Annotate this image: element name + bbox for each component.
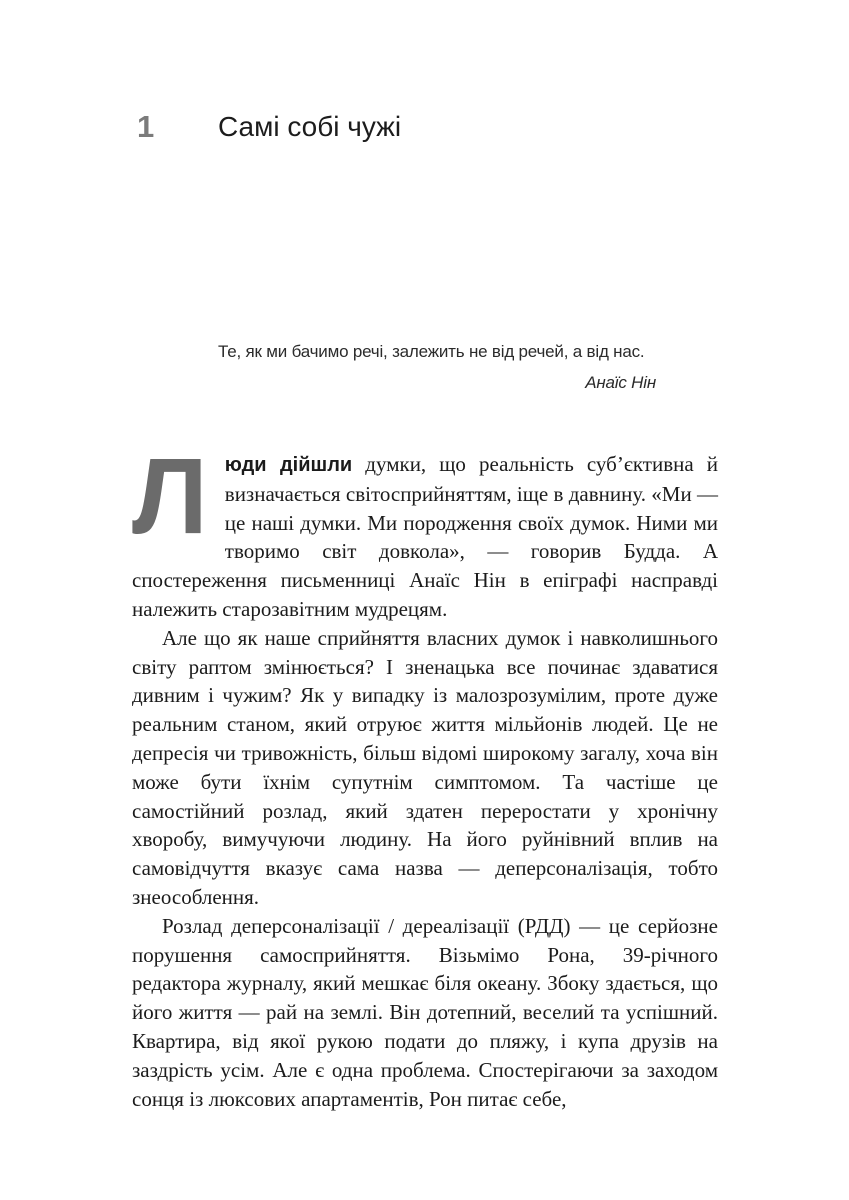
paragraph-third: Розлад деперсоналізації / дереалізації (РДД) — це серйозне порушення самосприйняття. Візьмімо Рона, 39-річного редактора журналу, який мешкає біля океану. Збоку здається, що його життя — рай на землі. Він дотепний, веселий та успішний. Квартира, від якої рукою подати до пляжу, і купа друзів на заздрість усім. Але є одна проблема. Спостерігаючи за заходом сонця із люксових апартаментів, Рон питає себе, [132, 913, 718, 1111]
body-text [132, 435, 718, 1113]
chapter-header [137, 108, 737, 152]
paragraph-second: Але що як наше сприйняття власних думок і навколишнього світу раптом змінюється? І зненацька все починає здаватися дивним і чужим? Як у випадку із малозрозумілим, проте дуже реальним станом, який отруює життя мільйонів людей. Це не депресія чи тривожність, більш відомі широкому загалу, хоча він може бути їхнім супутнім симптомом. Та частіше це самостійний розлад, який здатен переростати у хронічну хворобу, вимучуючи людину. На його руйнівний вплив на самовідчуття вказує сама назва — деперсоналізація, тобто знеособлення. [132, 625, 718, 909]
epigraph-text: Те, як ми бачимо речі, залежить не від речей, а від нас. [218, 342, 645, 361]
chapter-title: Самі собі чужі [218, 111, 402, 142]
chapter-number: 1 [137, 109, 155, 144]
lead-in-words: юди дійшли [224, 454, 353, 476]
paragraph-first-text: думки, що реальність суб’єктивна й визначається світосприйняттям, іще в давнину. «Ми — це наші думки. Ми породження своїх думок. Ними ми творимо світ довкола», — говорив Будда. А спостереження письменниці Анаїс Нін в епіграфі насправді належить старозавітним мудрецям. [132, 452, 718, 621]
paragraph-first [132, 435, 718, 624]
dropcap-letter: Л [132, 435, 208, 556]
epigraph [218, 340, 656, 395]
epigraph-author: Анаїс Нін [585, 373, 656, 392]
